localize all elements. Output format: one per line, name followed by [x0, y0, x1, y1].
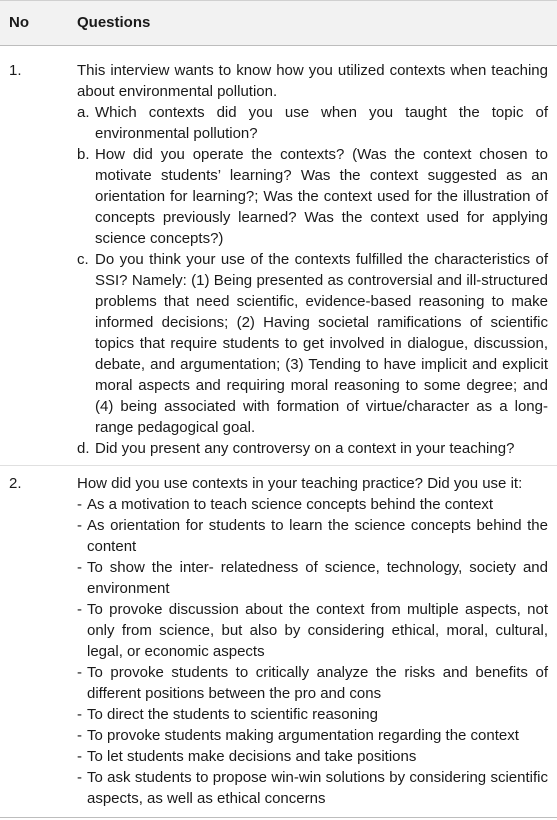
table-bottom-rule — [0, 817, 557, 818]
list-item-text: How did you operate the contexts? (Was the context chosen to motivate students’ learning? Was the context suggested as an orientation for learning?; Was the context used for the illustration of concepts previously learned? Was the context used for applying science concepts?) — [95, 146, 548, 247]
row-number: 1. — [9, 62, 22, 79]
list-item-text: As a motivation to teach science concepts behind the context — [87, 496, 494, 513]
list-marker: - — [77, 559, 82, 576]
header-no: No — [9, 14, 29, 31]
question-intro: How did you use contexts in your teaching practice? Did you use it: — [77, 475, 523, 492]
list-item-text: To let students make decisions and take positions — [87, 748, 417, 765]
list-item — [77, 494, 548, 515]
list-item-text: To provoke students making argumentation regarding the context — [87, 727, 519, 744]
list-item — [77, 599, 548, 662]
list-item — [77, 767, 548, 809]
list-marker: - — [77, 496, 82, 513]
list-item — [77, 557, 548, 599]
row-number: 2. — [9, 475, 22, 492]
list-item — [77, 746, 548, 767]
list-marker: - — [77, 664, 82, 681]
row-content — [77, 60, 548, 459]
list-item-text: To show the inter- relatedness of science, technology, society and environment — [87, 559, 548, 597]
option-list — [77, 494, 548, 809]
list-item — [77, 102, 548, 144]
list-marker: b. — [77, 146, 90, 163]
list-item-text: Do you think your use of the contexts fulfilled the characteristics of SSI? Namely: (1) Being presented as controversial and ill-structured problems that need scientific, evidence-based reasoning to make informed decisions; (2) Having societal ramifications of scientific topics that require students to get involved in dialogue, discussion, debate, and argumentation; (3) Tending to have implicit and explicit moral aspects and requiring moral reasoning to some degree; and (4) being associated with formation of virtue/character as a long-range pedagogical goal. — [95, 251, 548, 436]
list-marker: - — [77, 727, 82, 744]
list-item-text: Did you present any controversy on a context in your teaching? — [95, 440, 515, 457]
list-item — [77, 249, 548, 438]
list-marker: a. — [77, 104, 90, 121]
table-header — [0, 0, 557, 46]
list-item — [77, 515, 548, 557]
list-item — [77, 704, 548, 725]
list-marker: - — [77, 601, 82, 618]
list-marker: c. — [77, 251, 89, 268]
list-item — [77, 662, 548, 704]
list-item-text: Which contexts did you use when you taught the topic of environmental pollution? — [95, 104, 548, 142]
list-marker: - — [77, 706, 82, 723]
table-row — [0, 46, 557, 465]
list-marker: - — [77, 517, 82, 534]
table-row — [0, 465, 557, 817]
list-item-text: To provoke students to critically analyze the risks and benefits of different positions between the pro and cons — [87, 664, 548, 702]
list-item — [77, 438, 548, 459]
list-item — [77, 725, 548, 746]
list-item — [77, 144, 548, 249]
row-content — [77, 473, 548, 809]
question-intro: This interview wants to know how you utilized contexts when teaching about environmental pollution. — [77, 62, 548, 100]
list-item-text: To provoke discussion about the context from multiple aspects, not only from science, but also by considering ethical, moral, cultural, legal, or economic aspects — [87, 601, 548, 660]
list-marker: d. — [77, 440, 90, 457]
list-marker: - — [77, 748, 82, 765]
list-marker: - — [77, 769, 82, 786]
header-questions: Questions — [77, 14, 151, 31]
list-item-text: As orientation for students to learn the science concepts behind the content — [87, 517, 548, 555]
list-item-text: To direct the students to scientific reasoning — [87, 706, 378, 723]
list-item-text: To ask students to propose win-win solutions by considering scientific aspects, as well as ethical concerns — [87, 769, 548, 807]
sub-question-list — [77, 102, 548, 459]
